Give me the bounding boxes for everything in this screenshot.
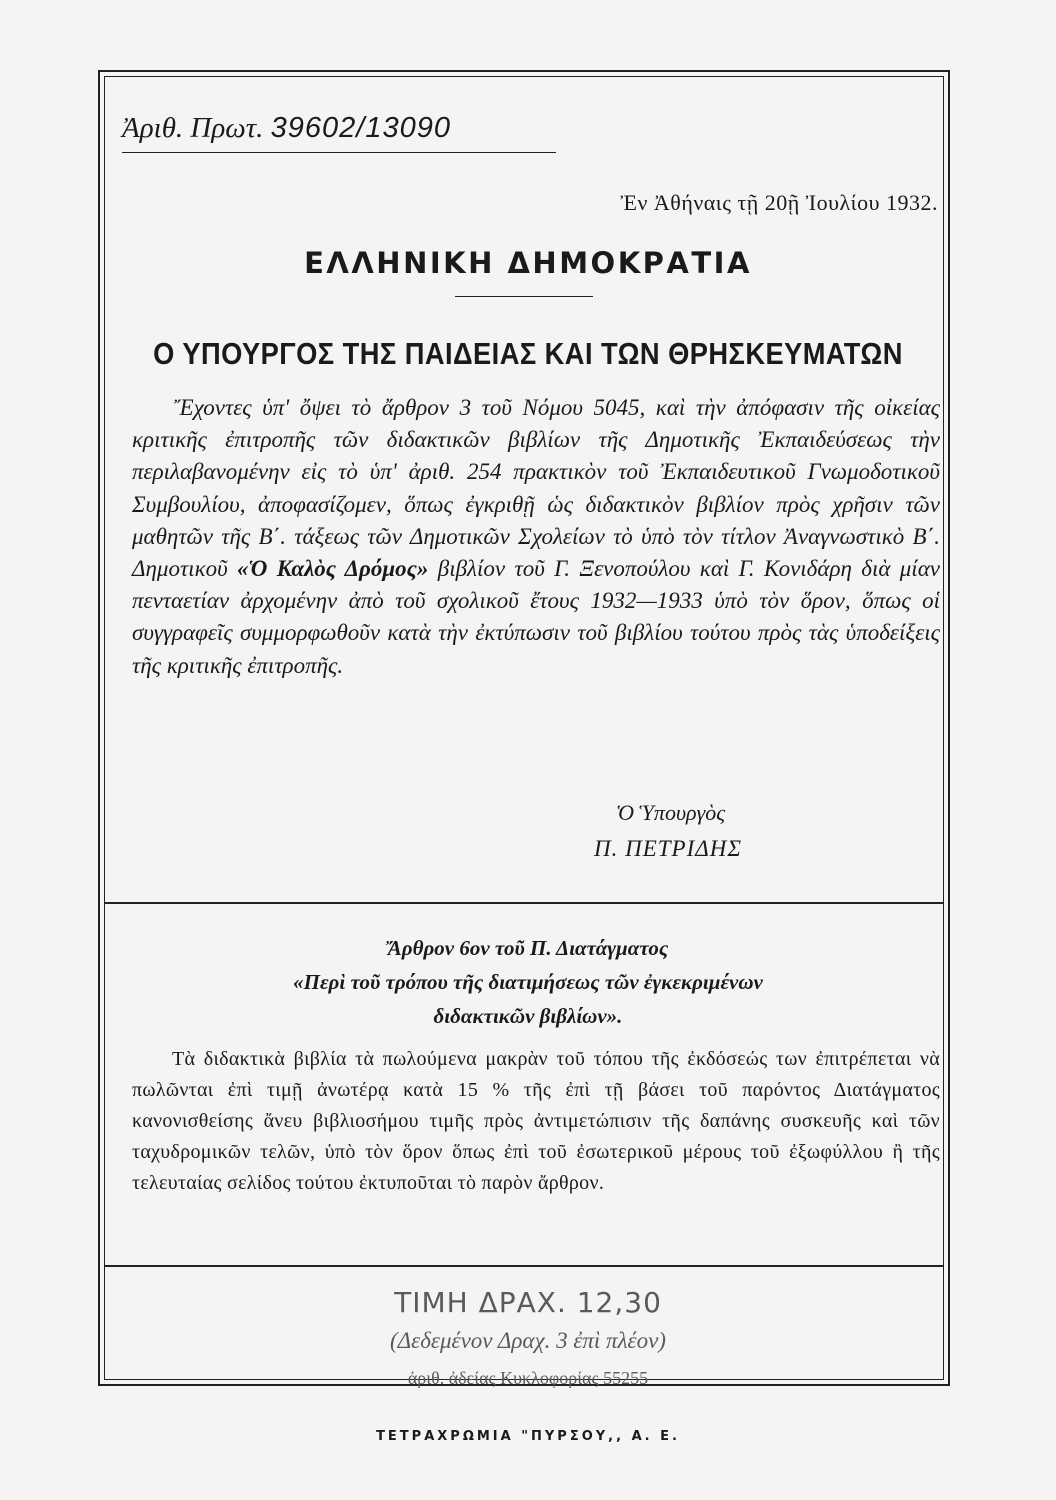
minister-title: Ο ΥΠΟΥΡΓΟΣ ΤΗΣ ΠΑΙΔΕΙΑΣ ΚΑΙ ΤΩΝ ΘΡΗΣΚΕΥΜΑΤΩΝ [153,336,903,371]
article-title-line3: διδακτικῶν βιβλίων». [433,1004,623,1028]
circulation-permit-stamp: ἀριθ. ἀδείας Κυκλοφορίας 55255 [407,1368,649,1388]
article-body: Τὰ διδακτικὰ βιβλία τὰ πωλούμενα μακρὰν τοῦ τόπου τῆς ἐκδόσεώς των ἐπιτρέπεται νὰ πωλῶνται ἐπὶ τιμῇ ἀνωτέρᾳ κατὰ 15 % τῆς ἐπὶ τῇ βάσει τοῦ παρόντος Διατάγματος κανονισθείσης ἄνευ βιβλιοσήμου τιμῆς πρὸς ἀντιμετώπισιν τῆς δαπάνης συσκευῆς καὶ τῶν ταχυδρομικῶν τελῶν, ὑπὸ τὸν ὅρον ὅπως ἐπὶ τοῦ ἐσωτερικοῦ μέρους τοῦ ἐξωφύλλου ἢ τῆς τελευταίας σελίδος τούτου ἐκτυποῦται τὸ παρὸν ἄρθρον. [132,1048,940,1194]
section-divider-top [104,902,944,904]
book-title: «Ὁ Καλὸς Δρόμος» [237,556,429,582]
protocol-label: Ἀριθ. Πρωτ. [122,112,264,144]
price-stamp: ΤΙΜΗ ΔΡΑΧ. 12,30 [394,1286,662,1319]
section-divider-bottom [104,1265,944,1267]
article-title-line1: Ἄρθρον 6ον τοῦ Π. Διατάγματος [387,936,669,960]
heading-divider [455,296,593,297]
document-date: Ἐν Ἀθήναις τῇ 20ῇ Ἰουλίου 1932. [620,190,938,215]
protocol-number [122,112,451,145]
printer-imprint: ΤΕΤΡΑΧΡΩΜΙΑ "ΠΥΡΣΟΥ,, Α. Ε. [376,1429,680,1444]
signature-name: Π. ΠΕΤΡΙΔΗΣ [594,836,743,861]
republic-heading: ΕΛΛΗΝΙΚΗ ΔΗΜΟΚΡΑΤΙΑ [304,246,752,280]
article-title-line2: «Περὶ τοῦ τρόπου τῆς διατιμήσεως τῶν ἐγκεκριμένων [293,970,763,994]
protocol-underline [122,152,556,153]
decree-text-part1: Ἔχοντες ὑπ' ὄψει τὸ ἄρθρον 3 τοῦ Νόμου 5045, καὶ τὴν ἀπόφασιν τῆς οἰκείας κριτικῆς ἐπιτροπῆς τῶν διδακτικῶν βιβλίων τῆς Δημοτικῆς Ἐκπαιδεύσεως τὴν περιλαβανομένην εἰς τὸ ὑπ' ἀριθ. 254 πρακτικὸν τοῦ Ἐκπαιδευτικοῦ Γνωμοδοτικοῦ Συμβουλίου, ἀποφασίζομεν, ὅπως ἐγκριθῇ ὡς διδακτικὸν βιβλίον πρὸς χρῆσιν τῶν μαθητῶν τῆς Β΄. τάξεως τῶν Δημοτικῶν Σχολείων τὸ ὑπὸ τὸν τίτλον Ἀναγνωστικὸ Β΄. Δημοτικοῦ [132,395,940,582]
decree-text-part2: βιβλίον τοῦ Γ. Ξενοπούλου καὶ Γ. Κονιδάρη διὰ μίαν πενταετίαν ἀρχομένην ἀπὸ τοῦ σχολικοῦ ἔτους 1932—1933 ὑπὸ τὸν ὅρον, ὅπως οἱ συγγραφεῖς συμμορφωθοῦν κατὰ τὴν ἐκτύπωσιν τοῦ βιβλίου τούτου πρὸς τὰς ὑποδείξεις τῆς κριτικῆς ἐπιτροπῆς. [132,556,940,678]
bound-price-stamp: (Δεδεμένον Δραχ. 3 ἐπὶ πλέον) [390,1328,666,1353]
protocol-value: 39602/13090 [270,112,451,144]
decree-text [132,392,940,682]
signature-role: Ὁ Ὑπουργὸς [616,800,726,825]
